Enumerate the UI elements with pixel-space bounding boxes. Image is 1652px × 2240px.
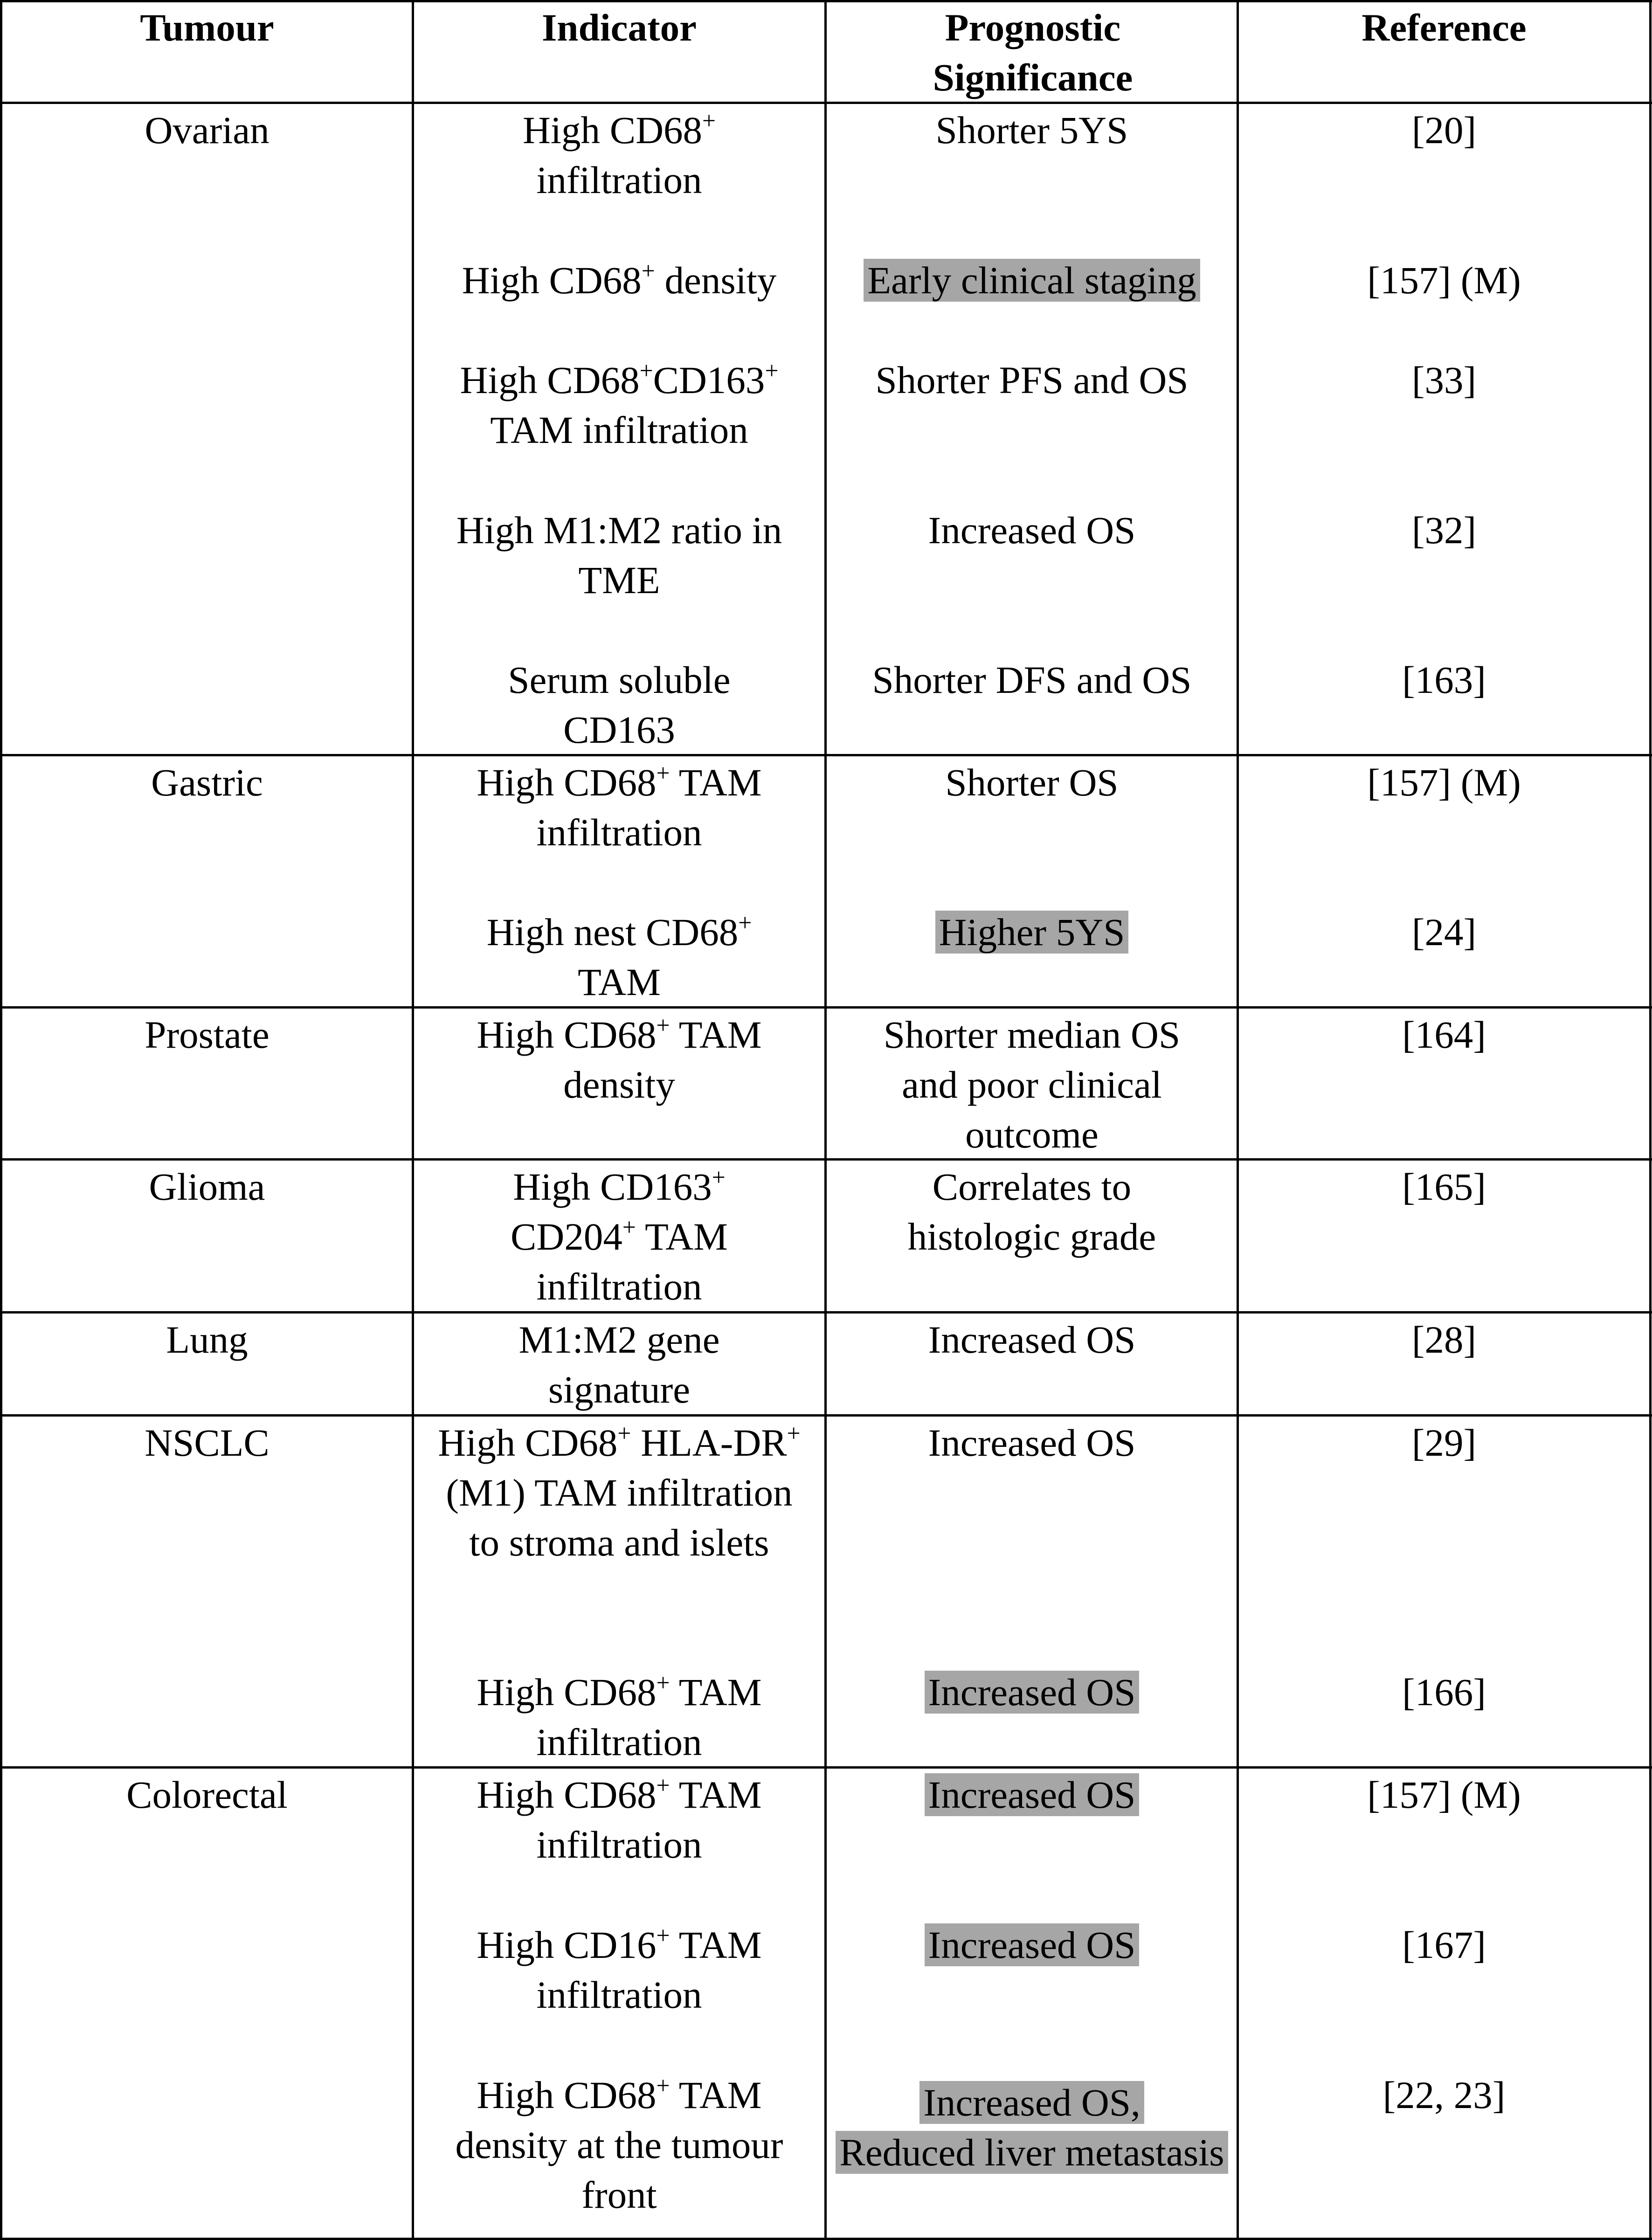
column-divider [1237, 0, 1239, 2240]
reference-cell: [157] (M) [1367, 1773, 1521, 1816]
indicator-cell: High CD68+ infiltration [522, 108, 716, 201]
reference-cell: [165] [1402, 1165, 1486, 1208]
table-border-top [0, 0, 1652, 2]
table-border-left [0, 0, 2, 2240]
column-header-tumour: Tumour [140, 6, 274, 49]
indicator-cell: High CD68+ density [462, 258, 777, 302]
significance-cell: Shorter DFS and OS [872, 658, 1192, 701]
significance-cell: Correlates to histologic grade [907, 1165, 1156, 1258]
reference-cell: [167] [1402, 1923, 1486, 1966]
highlighted-text: Increased OS [925, 1923, 1140, 1966]
column-header-reference: Reference [1362, 6, 1527, 49]
indicator-cell: High CD68+CD163+ TAM infiltration [460, 358, 779, 451]
row-divider [0, 102, 1652, 104]
row-divider [0, 1006, 1652, 1009]
indicator-cell: High CD68+ TAM infiltration [477, 1670, 762, 1763]
tumour-cell: Glioma [149, 1165, 265, 1208]
significance-cell: Increased OS [928, 509, 1136, 552]
reference-cell: [157] (M) [1367, 259, 1521, 302]
column-header-prognostic-significance: Prognostic Significance [933, 6, 1133, 99]
indicator-cell: High CD163+ CD204+ TAM infiltration [511, 1164, 728, 1308]
highlighted-text: Higher 5YS [935, 911, 1129, 954]
indicator-cell: High CD16+ TAM infiltration [477, 1922, 762, 2016]
highlighted-text: Reduced liver metastasis [836, 2131, 1228, 2174]
indicator-cell: High CD68+ HLA-DR+ (M1) TAM infiltration to stroma and islets [438, 1420, 801, 1564]
row-divider [0, 1766, 1652, 1769]
reference-cell: [29] [1411, 1421, 1477, 1464]
row-divider [0, 1311, 1652, 1314]
table-border-right [1649, 0, 1652, 2240]
highlighted-text: Increased OS [925, 1671, 1140, 1714]
significance-cell: Shorter OS [945, 761, 1119, 804]
significance-cell [827, 1667, 1237, 1717]
significance-cell: Shorter median OS and poor clinical outcome [883, 1013, 1181, 1156]
significance-cell: Increased OS [928, 1318, 1136, 1361]
significance-cell [827, 907, 1237, 957]
significance-cell: Shorter 5YS [935, 109, 1128, 152]
indicator-cell: High M1:M2 ratio in TME [456, 509, 782, 601]
column-divider [824, 0, 827, 2240]
column-divider [412, 0, 414, 2240]
tumour-cell: Prostate [145, 1013, 270, 1056]
reference-cell: [28] [1411, 1318, 1477, 1361]
significance-cell: Increased OS [928, 1421, 1136, 1464]
tumour-cell: Colorectal [126, 1773, 288, 1816]
row-divider [0, 754, 1652, 756]
significance-cell [827, 256, 1237, 305]
reference-cell: [33] [1411, 359, 1477, 401]
indicator-cell: High CD68+ TAM infiltration [477, 1772, 762, 1866]
reference-cell: [20] [1411, 109, 1477, 152]
tumour-cell: NSCLC [145, 1421, 270, 1464]
indicator-cell: High CD68+ TAM density [477, 1012, 762, 1106]
reference-cell: [32] [1411, 509, 1477, 552]
significance-cell [827, 1770, 1237, 1820]
row-divider [0, 1158, 1652, 1161]
table-border-bottom [0, 2238, 1652, 2240]
tumour-cell: Ovarian [145, 109, 270, 152]
tumour-cell: Gastric [151, 761, 263, 804]
reference-cell: [164] [1402, 1013, 1486, 1056]
reference-cell: [166] [1402, 1671, 1486, 1714]
reference-cell: [157] (M) [1367, 761, 1521, 804]
significance-cell: Shorter PFS and OS [875, 359, 1189, 401]
tumour-cell: Lung [166, 1318, 248, 1361]
highlighted-text: Early clinical staging [864, 259, 1200, 302]
indicator-cell: M1:M2 gene signature [518, 1318, 720, 1411]
reference-cell: [22, 23] [1382, 2074, 1506, 2116]
indicator-cell: Serum soluble CD163 [508, 658, 731, 751]
reference-cell: [163] [1402, 658, 1486, 701]
indicator-cell: High CD68+ TAM density at the tumour front [455, 2073, 783, 2216]
significance-cell [827, 2078, 1237, 2178]
significance-cell [827, 1920, 1237, 1970]
indicator-cell: High nest CD68+ TAM [486, 910, 752, 1003]
highlighted-text: Increased OS, [919, 2081, 1144, 2124]
highlighted-text: Increased OS [925, 1773, 1140, 1816]
column-header-indicator: Indicator [542, 6, 697, 49]
reference-cell: [24] [1411, 911, 1477, 954]
row-divider [0, 1414, 1652, 1417]
indicator-cell: High CD68+ TAM infiltration [477, 760, 762, 854]
